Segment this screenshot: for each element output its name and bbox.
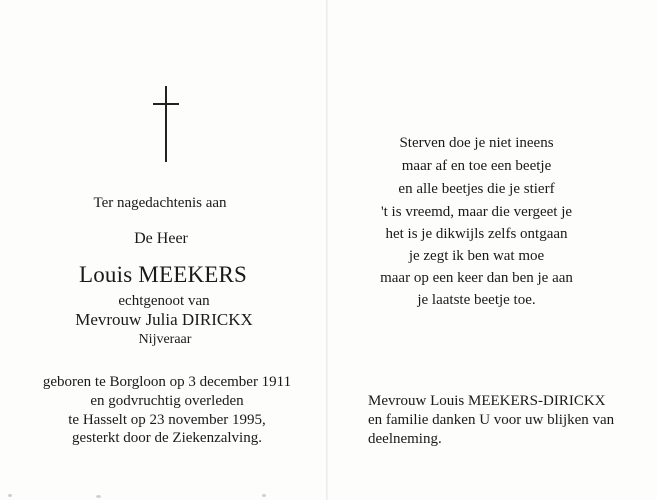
poem-line: 't is vreemd, maar die vergeet je (380, 204, 573, 220)
deceased-name: Louis MEEKERS (78, 262, 248, 287)
right-panel (328, 0, 657, 500)
paper-speck (262, 494, 266, 497)
paper-speck (8, 494, 12, 497)
poem-line: je zegt ik ben wat moe (408, 248, 545, 264)
thanks-line: deelneming. (368, 431, 442, 447)
paper-speck (96, 495, 101, 498)
memorial-intro: Ter nagedachtenis aan (93, 195, 227, 211)
occupation: Nijveraar (138, 332, 192, 347)
spouse-name: Mevrouw Julia DIRICKX (75, 310, 253, 329)
poem-line: maar op een keer dan ben je aan (380, 270, 573, 286)
thanks-line: Mevrouw Louis MEEKERS-DIRICKX (368, 393, 606, 409)
poem-line: het is je dikwijls zelfs ontgaan (385, 226, 568, 242)
poem-line: Sterven doe je niet ineens (399, 135, 554, 151)
thanks-line: en familie danken U voor uw blijken van (368, 412, 615, 428)
spouse-label: echtgenoot van (118, 293, 210, 309)
poem-line: en alle beetjes die je stierf (398, 181, 555, 197)
cross-vertical-bar (165, 86, 167, 162)
honorific-title: De Heer (134, 230, 188, 247)
bio-line: gesterkt door de Ziekenzalving. (72, 430, 262, 446)
poem-line: maar af en toe een beetje (401, 158, 552, 174)
bio-line: geboren te Borgloon op 3 december 1911 (42, 374, 292, 390)
latin-cross-icon (153, 86, 179, 162)
poem-line: je laatste beetje toe. (417, 292, 536, 308)
bio-line: en godvruchtig overleden (90, 393, 244, 409)
cross-horizontal-bar (153, 103, 179, 105)
bio-line: te Hasselt op 23 november 1995, (68, 412, 266, 428)
left-panel (0, 0, 326, 500)
